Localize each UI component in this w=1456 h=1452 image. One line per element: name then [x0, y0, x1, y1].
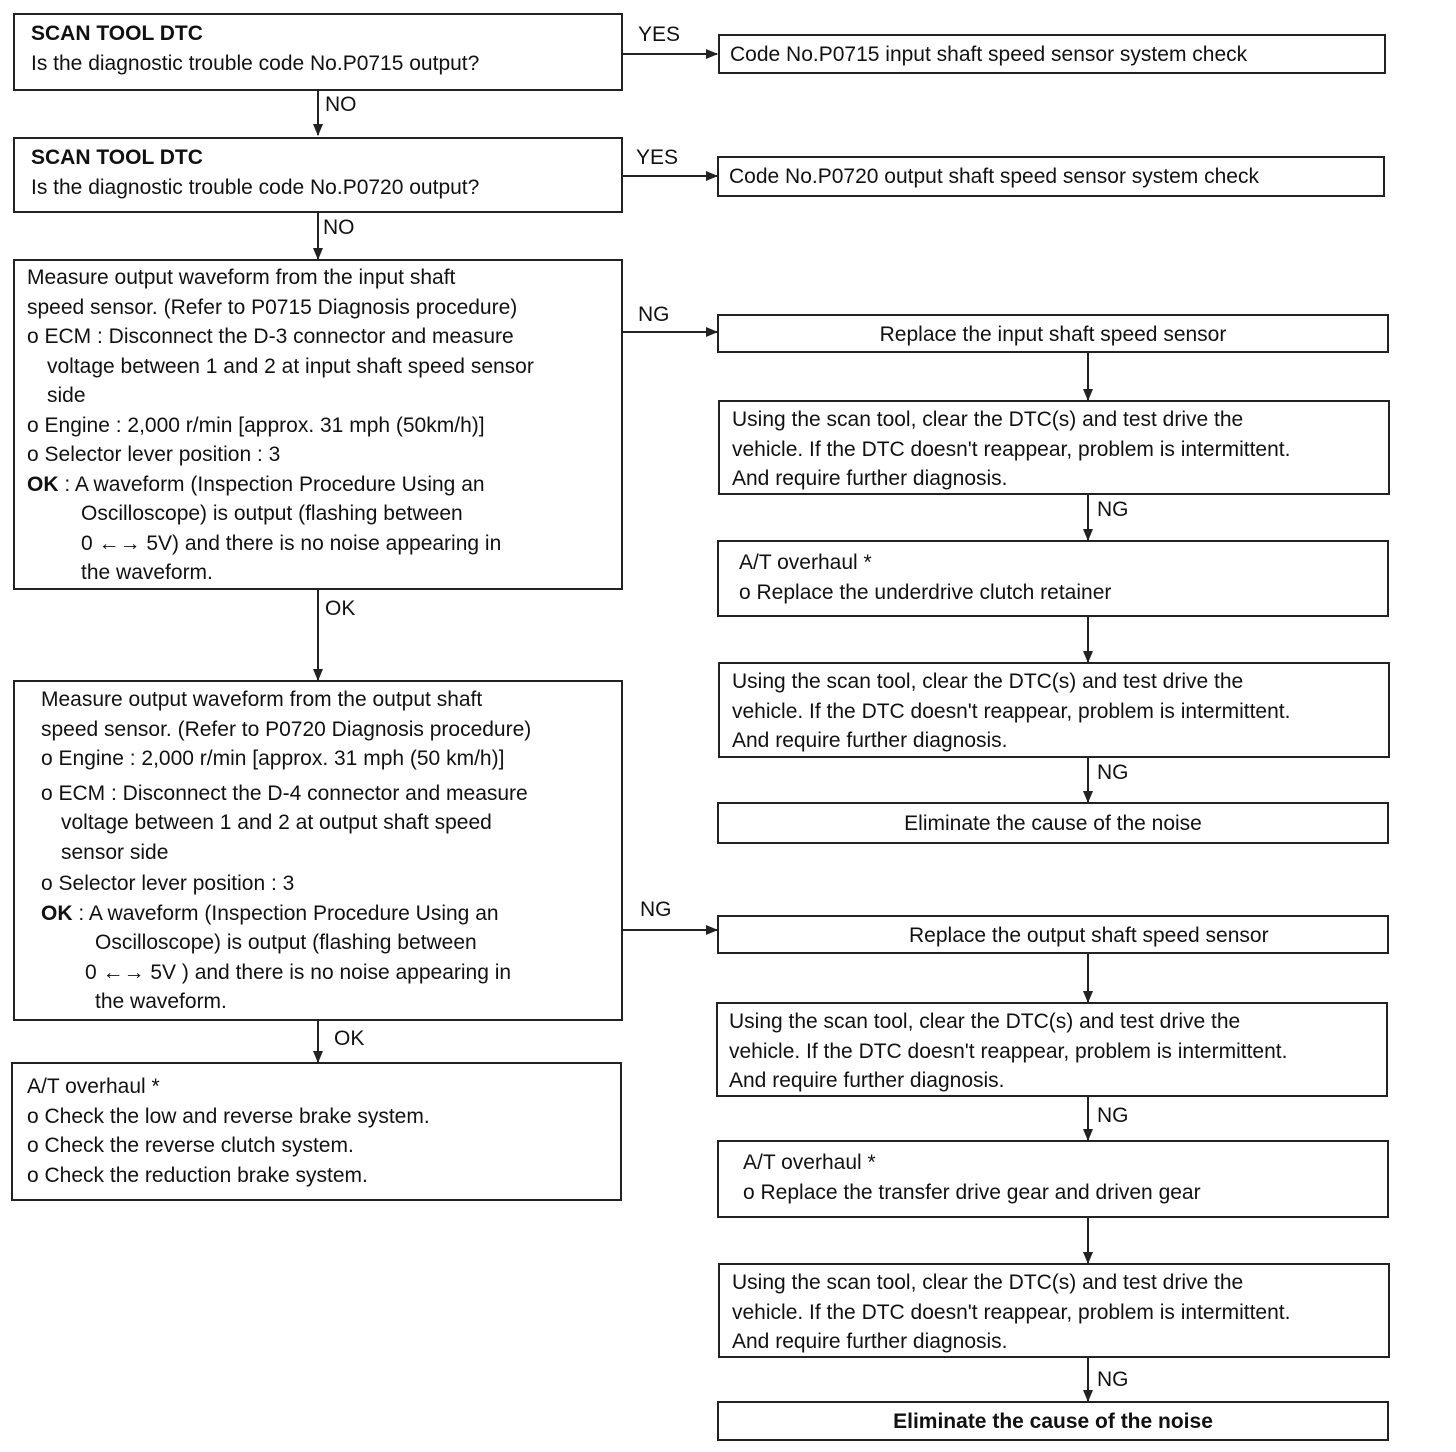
step-line: o Engine : 2,000 r/min [approx. 31 mph (50 km/h)] [41, 747, 505, 770]
ok-criteria-line: : A waveform (Inspection Procedure Using an [58, 472, 485, 496]
step-line: And require further diagnosis. [732, 467, 1008, 490]
step-line: voltage between 1 and 2 at output shaft speed [61, 811, 492, 834]
clear-dtc-test-drive-box-2 [718, 662, 1390, 758]
step-line: vehicle. If the DTC doesn't reappear, problem is intermittent. [729, 1039, 1288, 1063]
step-line: sensor side [61, 840, 169, 864]
step-line: vehicle. If the DTC doesn't reappear, problem is intermittent. [732, 1300, 1291, 1324]
ok-label: OK [41, 901, 73, 925]
dtc-p0715-check-box [13, 13, 623, 91]
box-text: Code No.P0720 output shaft speed sensor system check [729, 165, 1259, 188]
eliminate-noise-box-2 [717, 1401, 1389, 1441]
ng-label: NG [640, 898, 672, 921]
box-title: SCAN TOOL DTC [31, 22, 203, 45]
ng-label: NG [1097, 498, 1129, 521]
step-line: Using the scan tool, clear the DTC(s) and test drive the [729, 1010, 1241, 1033]
box-title: A/T overhaul * [27, 1075, 160, 1098]
ok-label: OK [27, 472, 59, 496]
step-line: o Replace the underdrive clutch retainer [739, 580, 1112, 604]
no-label: NO [325, 93, 357, 116]
step-line: o Engine : 2,000 r/min [approx. 31 mph (50km/h)] [27, 413, 485, 437]
step-line: Using the scan tool, clear the DTC(s) and test drive the [732, 670, 1244, 693]
ok-label: OK [334, 1027, 365, 1050]
no-label: NO [323, 216, 355, 239]
ng-label: NG [638, 303, 670, 326]
step-line: vehicle. If the DTC doesn't reappear, problem is intermittent. [732, 699, 1291, 723]
step-line: And require further diagnosis. [729, 1069, 1005, 1092]
step-line: o ECM : Disconnect the D-3 connector and measure [27, 325, 514, 348]
at-overhaul-brake-clutch-box [11, 1062, 622, 1201]
clear-dtc-test-drive-box-4 [718, 1263, 1390, 1358]
ok-label: OK [325, 597, 356, 620]
step-line: And require further diagnosis. [732, 1330, 1008, 1353]
ok-criteria-line: the waveform. [95, 990, 227, 1013]
box-title: A/T overhaul * [743, 1151, 876, 1174]
ok-criteria-line: the waveform. [81, 561, 213, 584]
ok-criteria-line: : A waveform (Inspection Procedure Using an [72, 901, 499, 925]
step-line: o Replace the transfer drive gear and driven gear [743, 1180, 1201, 1204]
dtc-p0720-check-box [13, 137, 623, 213]
ok-criteria-line: 0 ←→ 5V ) and there is no noise appearing in [85, 960, 512, 984]
p0715-system-check-box [718, 34, 1386, 74]
ng-label: NG [1097, 761, 1129, 784]
step-line: Measure output waveform from the output shaft [41, 688, 483, 711]
step-line: And require further diagnosis. [732, 729, 1008, 752]
box-text: Code No.P0715 input shaft speed sensor system check [730, 43, 1248, 66]
eliminate-noise-box-1 [717, 802, 1389, 844]
step-line: side [47, 384, 86, 407]
box-title: SCAN TOOL DTC [31, 146, 203, 169]
step-line: o Selector lever position : 3 [41, 872, 295, 895]
step-line: vehicle. If the DTC doesn't reappear, problem is intermittent. [732, 437, 1291, 461]
step-line: voltage between 1 and 2 at input shaft speed sensor [47, 354, 534, 378]
ng-label: NG [1097, 1104, 1129, 1127]
replace-output-shaft-sensor-box [717, 915, 1389, 954]
box-text: Replace the output shaft speed sensor [909, 924, 1269, 947]
step-line: o Check the low and reverse brake system. [27, 1104, 430, 1128]
output-shaft-waveform-box [13, 680, 623, 1021]
step-line: Using the scan tool, clear the DTC(s) and test drive the [732, 408, 1244, 431]
at-overhaul-transfer-gear-box [717, 1140, 1389, 1218]
p0720-system-check-box [717, 156, 1385, 197]
clear-dtc-test-drive-box-1 [718, 400, 1390, 495]
replace-input-shaft-sensor-box [717, 314, 1389, 353]
box-text: Eliminate the cause of the noise [893, 1410, 1213, 1433]
box-question: Is the diagnostic trouble code No.P0715 output? [31, 51, 480, 75]
step-line: speed sensor. (Refer to P0715 Diagnosis procedure) [27, 295, 518, 319]
yes-label: YES [638, 23, 681, 46]
input-shaft-waveform-box [13, 259, 623, 590]
clear-dtc-test-drive-box-3 [716, 1002, 1388, 1097]
box-question: Is the diagnostic trouble code No.P0720 output? [31, 175, 480, 199]
step-line: o Check the reduction brake system. [27, 1163, 368, 1187]
step-line: o Check the reverse clutch system. [27, 1134, 354, 1157]
ok-criteria-line: Oscilloscope) is output (flashing between [81, 502, 463, 525]
at-overhaul-underdrive-box [717, 540, 1389, 617]
step-line: Using the scan tool, clear the DTC(s) and test drive the [732, 1271, 1244, 1294]
step-line: o ECM : Disconnect the D-4 connector and measure [41, 781, 528, 805]
ok-criteria-line: 0 ←→ 5V) and there is no noise appearing in [81, 531, 502, 555]
box-text: Eliminate the cause of the noise [904, 812, 1202, 835]
yes-label: YES [636, 146, 679, 169]
box-title: A/T overhaul * [739, 551, 872, 574]
step-line: Measure output waveform from the input shaft [27, 266, 456, 289]
ng-label: NG [1097, 1368, 1129, 1391]
ok-criteria-line: Oscilloscope) is output (flashing between [95, 931, 477, 954]
step-line: o Selector lever position : 3 [27, 443, 281, 466]
step-line: speed sensor. (Refer to P0720 Diagnosis procedure) [41, 717, 532, 741]
box-text: Replace the input shaft speed sensor [879, 323, 1227, 346]
